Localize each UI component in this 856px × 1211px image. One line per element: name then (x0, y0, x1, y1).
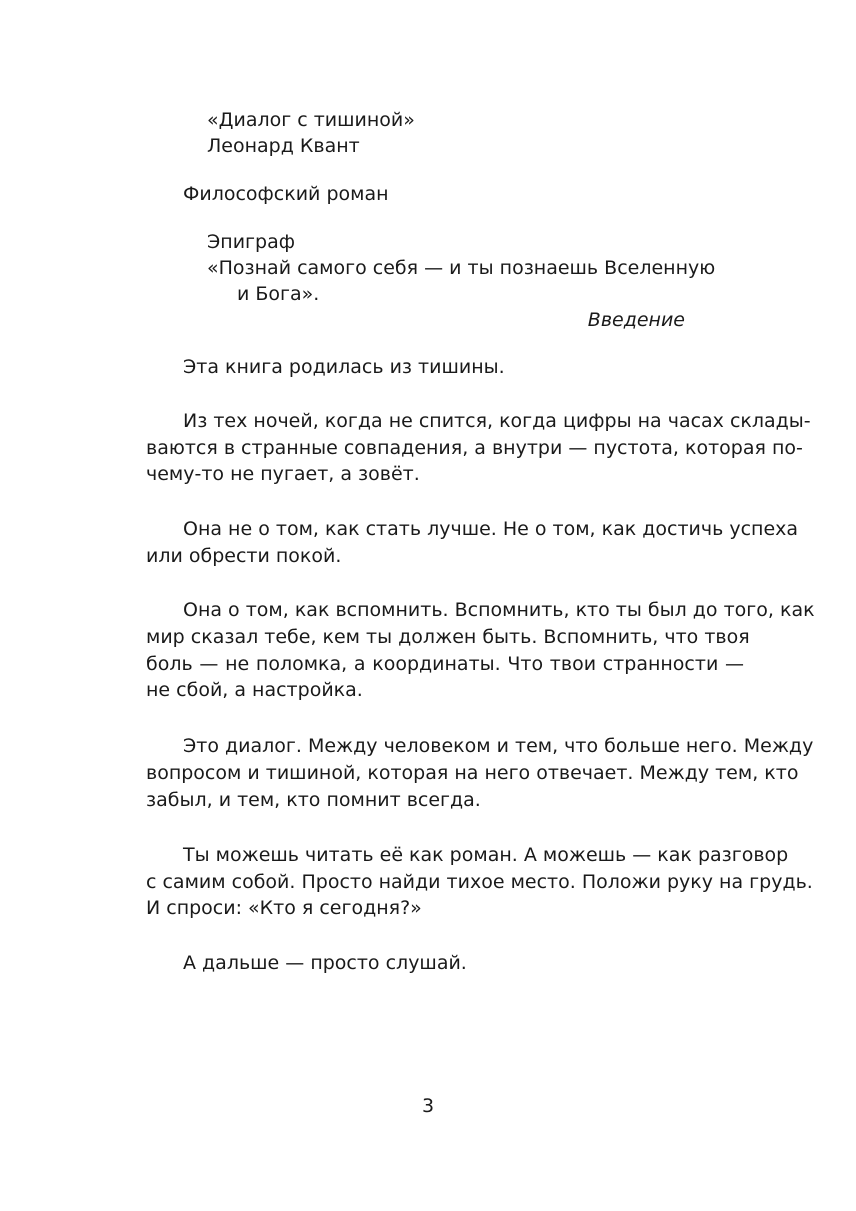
paragraph-2-line-3: чему-то не пугает, а зовёт. (146, 463, 420, 485)
paragraph-4-line-3: боль — не поломка, а координаты. Что твои странности — (146, 653, 744, 675)
paragraph-5-line-1: Это диалог. Между человеком и тем, что больше него. Между (183, 735, 814, 757)
epigraph-line-2: и Бога». (237, 283, 320, 305)
paragraph-7-line-1: А дальше — просто слушай. (183, 952, 467, 974)
paragraph-6-line-2: с самим собой. Просто найди тихое место. Положи руку на грудь. (146, 871, 813, 893)
book-author: Леонард Квант (207, 135, 360, 157)
paragraph-6-line-3: И спроси: «Кто я сегодня?» (146, 897, 422, 919)
paragraph-6-line-1: Ты можешь читать её как роман. А можешь — как разговор (183, 844, 789, 866)
section-heading: Введение (587, 309, 685, 331)
paragraph-5-line-2: вопросом и тишиной, которая на него отвечает. Между тем, кто (146, 762, 799, 784)
paragraph-4-line-1: Она о том, как вспомнить. Вспомнить, кто ты был до того, как (183, 599, 815, 621)
paragraph-2-line-2: ваются в странные совпадения, а внутри — пустота, которая по- (146, 437, 803, 459)
epigraph-line-1: «Познай самого себя — и ты познаешь Вселенную (207, 257, 716, 279)
paragraph-4-line-4: не сбой, а настройка. (146, 679, 363, 701)
page-number: 3 (421, 1095, 435, 1117)
paragraph-2-line-1: Из тех ночей, когда не спится, когда цифры на часах склады- (183, 410, 811, 432)
book-title: «Диалог с тишиной» (207, 109, 415, 131)
paragraph-3-line-2: или обрести покой. (146, 545, 342, 567)
paragraph-3-line-1: Она не о том, как стать лучше. Не о том, как достичь успеха (183, 518, 799, 540)
paragraph-1-line-1: Эта книга родилась из тишины. (183, 356, 505, 378)
paragraph-4-line-2: мир сказал тебе, кем ты должен быть. Вспомнить, что твоя (146, 626, 750, 648)
book-genre: Философский роман (183, 183, 389, 205)
paragraph-5-line-3: забыл, и тем, кто помнит всегда. (146, 789, 481, 811)
epigraph-heading: Эпиграф (207, 231, 295, 253)
